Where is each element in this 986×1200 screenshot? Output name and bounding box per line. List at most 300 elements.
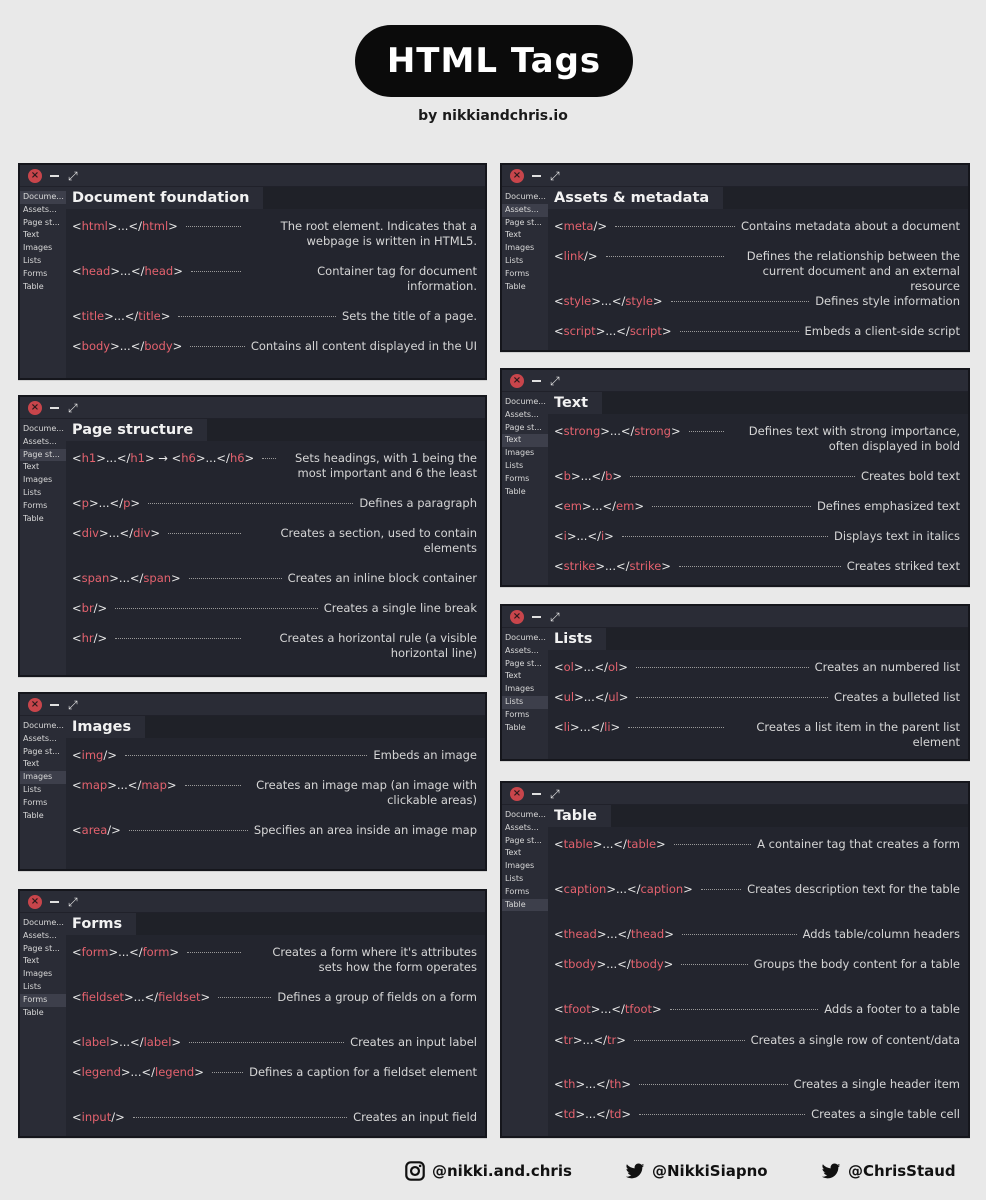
expand-icon[interactable]: ⤢ (550, 168, 560, 183)
expand-icon[interactable]: ⤢ (550, 609, 560, 624)
dotted-leader (187, 952, 241, 953)
sidebar-item[interactable]: Assets... (23, 436, 57, 446)
tag-punctuation: < (554, 1002, 564, 1016)
dotted-leader (185, 785, 241, 786)
close-icon[interactable]: × (510, 787, 524, 801)
tag-punctuation: < (554, 927, 564, 941)
sidebar-item[interactable]: Assets... (502, 204, 548, 217)
tag-description: Creates an input field (353, 1110, 477, 1124)
pane-title-bar (548, 187, 968, 209)
sidebar-item[interactable]: Forms (505, 473, 530, 483)
dotted-leader (681, 964, 747, 965)
window-document (18, 163, 487, 380)
tag-punctuation: < (72, 526, 82, 540)
tag-name: head (81, 264, 111, 278)
tag-punctuation: /> (583, 249, 598, 263)
sidebar-item[interactable]: Docume... (23, 424, 64, 433)
window-titlebar[interactable] (20, 891, 485, 913)
tag-name: ol (563, 660, 574, 674)
tag-punctuation: >...</ (590, 1002, 625, 1016)
tag-name: h6 (181, 451, 196, 465)
tag-punctuation: >...</ (575, 1077, 610, 1091)
sidebar-item[interactable]: Images (23, 475, 53, 485)
sidebar-item[interactable]: Forms (23, 797, 48, 807)
minimize-icon[interactable] (50, 407, 59, 409)
tag-punctuation: /> (93, 601, 108, 615)
tag-name: title (81, 309, 105, 323)
tag-description: Embeds an image (373, 748, 477, 762)
tag-name: img (81, 748, 104, 762)
tag-punctuation: /> (111, 1110, 125, 1124)
tag-description: Creates an numbered list (814, 660, 960, 674)
tag-punctuation: < (72, 219, 82, 233)
window-images (18, 692, 487, 871)
tag-code (554, 720, 620, 735)
tag-name: tr (563, 1033, 573, 1047)
sidebar-item[interactable]: Lists (23, 255, 42, 265)
tag-name: legend (81, 1065, 121, 1079)
page-title: HTML Tags (355, 25, 633, 97)
tag-code (72, 571, 181, 586)
tag-code (554, 294, 663, 309)
tag-name: h6 (229, 451, 245, 465)
tag-row (72, 748, 477, 763)
tag-punctuation: > (604, 529, 614, 543)
tag-punctuation: > (664, 927, 674, 941)
tag-row (554, 1077, 960, 1092)
tag-punctuation: < (554, 720, 564, 734)
window-table (500, 781, 970, 1138)
sidebar-item[interactable]: Images (505, 684, 535, 694)
tag-description: Creates a single header item (793, 1077, 960, 1091)
tag-code (72, 309, 170, 324)
tag-name: script (563, 324, 596, 338)
tag-name: h1 (81, 451, 97, 465)
minimize-icon[interactable] (50, 901, 59, 903)
section-title: Images (66, 716, 145, 738)
tag-punctuation: >...</ (591, 294, 626, 308)
sidebar (502, 392, 548, 585)
dotted-leader (636, 697, 828, 698)
sidebar-item[interactable]: Text (23, 462, 40, 472)
sidebar-item[interactable]: Docume... (505, 633, 546, 642)
tag-punctuation: < (554, 1077, 564, 1091)
tag-punctuation: < (554, 1033, 564, 1047)
sidebar-item[interactable]: Lists (23, 487, 42, 497)
tag-name: thead (563, 927, 597, 941)
sidebar-item[interactable]: Images (505, 243, 535, 253)
tag-description: Creates an input label (350, 1035, 477, 1049)
sidebar-item[interactable]: Assets... (505, 822, 539, 832)
tag-description: Defines style information (815, 294, 960, 308)
dotted-leader (262, 458, 276, 459)
sidebar-item[interactable]: Images (23, 969, 53, 979)
tag-name: li (604, 720, 611, 734)
tag-name: div (81, 526, 99, 540)
dotted-leader (191, 271, 241, 272)
sidebar-item[interactable]: Lists (23, 784, 42, 794)
sidebar-item[interactable]: Forms (23, 268, 48, 278)
tag-name: tbody (563, 957, 597, 971)
tag-punctuation: < (554, 294, 564, 308)
sidebar-item[interactable]: Forms (505, 886, 530, 896)
tag-name: body (144, 339, 173, 353)
pane-title-bar (548, 392, 968, 414)
tag-punctuation: > → < (144, 451, 182, 465)
sidebar-item[interactable]: Table (23, 513, 44, 523)
footer-instagram[interactable] (404, 1158, 572, 1184)
dotted-leader (615, 226, 735, 227)
tag-name: body (81, 339, 111, 353)
sidebar-item[interactable]: Images (505, 448, 535, 458)
window-titlebar[interactable] (502, 606, 968, 628)
tag-row (554, 1107, 960, 1122)
expand-icon[interactable]: ⤢ (68, 168, 78, 183)
tag-name: em (563, 499, 582, 513)
tag-row (554, 324, 960, 339)
tag-row (72, 571, 477, 586)
tag-code (554, 1077, 631, 1092)
tag-row (554, 249, 960, 294)
expand-icon[interactable]: ⤢ (550, 786, 560, 801)
section-title: Table (548, 805, 611, 827)
dotted-leader (129, 830, 248, 831)
tag-punctuation: < (554, 469, 564, 483)
dotted-leader (639, 1114, 805, 1115)
sidebar-item[interactable]: Page st... (505, 835, 542, 845)
byline: by nikkiandchris.io (418, 108, 568, 124)
minimize-icon[interactable] (50, 175, 59, 177)
sidebar-item[interactable]: Page st... (23, 217, 60, 227)
tag-punctuation: >...</ (575, 1107, 610, 1121)
tag-row (72, 219, 477, 249)
tag-row (554, 957, 960, 972)
close-icon[interactable]: × (510, 610, 524, 624)
window-titlebar[interactable] (20, 694, 485, 716)
window-titlebar[interactable] (502, 370, 968, 392)
window-content (548, 628, 968, 759)
tag-name: table (563, 837, 593, 851)
tag-punctuation: < (554, 249, 564, 263)
pane-title-bar (66, 913, 485, 935)
minimize-icon[interactable] (50, 704, 59, 706)
tag-name: p (81, 496, 89, 510)
tag-punctuation: > (200, 990, 211, 1004)
tag-name: thead (631, 927, 665, 941)
tag-punctuation: >...</ (596, 927, 631, 941)
sidebar-item[interactable]: Text (502, 434, 548, 447)
tag-row (72, 264, 477, 294)
tag-punctuation: < (554, 499, 564, 513)
tag-name: span (81, 571, 110, 585)
tag-row (554, 720, 960, 750)
tag-name: fieldset (158, 990, 201, 1004)
tag-name: th (609, 1077, 622, 1091)
tag-punctuation: >...</ (98, 526, 134, 540)
close-icon[interactable]: × (510, 374, 524, 388)
minimize-icon[interactable] (532, 380, 541, 382)
dotted-leader (679, 566, 841, 567)
tag-code (72, 526, 160, 541)
tag-punctuation: < (72, 631, 82, 645)
tag-row (554, 1033, 960, 1048)
tag-punctuation: > (612, 469, 623, 483)
sidebar-item[interactable]: Images (23, 243, 53, 253)
tag-code (554, 882, 693, 897)
sidebar-item[interactable]: Text (505, 230, 522, 240)
tag-name: ol (608, 660, 619, 674)
tag-description: Defines text with strong importance, often displayed in bold (748, 424, 960, 453)
tag-description: Creates striked text (846, 559, 960, 573)
sidebar-item[interactable]: Page st... (505, 422, 542, 432)
tag-description: Creates a single row of content/data (750, 1033, 960, 1047)
tag-description: Creates description text for the table (747, 882, 960, 896)
tag-name: map (81, 778, 108, 792)
tag-punctuation: < (554, 324, 564, 338)
tag-row (554, 690, 960, 705)
sidebar-item[interactable]: Docume... (23, 918, 64, 927)
dotted-leader (125, 755, 368, 756)
tag-description: Adds table/column headers (802, 927, 960, 941)
tag-description: Creates a single line break (323, 601, 477, 615)
tag-row (72, 339, 477, 354)
tag-row (554, 1002, 960, 1017)
tag-code (72, 778, 177, 793)
sidebar-item[interactable]: Text (23, 230, 40, 240)
tag-description: Embeds a client-side script (804, 324, 960, 338)
tag-punctuation: < (554, 529, 564, 543)
close-icon[interactable]: × (28, 169, 42, 183)
pane-title-bar (548, 805, 968, 827)
tag-punctuation: >...</ (595, 559, 630, 573)
sidebar-item[interactable]: Page st... (505, 217, 542, 227)
tag-row (72, 309, 477, 324)
expand-icon[interactable]: ⤢ (68, 894, 78, 909)
sidebar-item[interactable]: Assets... (23, 930, 57, 940)
tag-punctuation: > (661, 559, 671, 573)
tag-punctuation: < (72, 1065, 82, 1079)
tag-punctuation: < (72, 571, 82, 585)
tag-code (554, 660, 628, 675)
sidebar-item[interactable]: Lists (505, 873, 524, 883)
sidebar-item[interactable]: Page st... (20, 449, 66, 462)
window-text (500, 368, 970, 587)
twitter-handle-nikki: @NikkiSiapno (652, 1162, 768, 1180)
tag-name: link (563, 249, 584, 263)
pane-title-bar (66, 716, 485, 738)
sidebar-item[interactable]: Table (23, 810, 44, 820)
dotted-leader (670, 1009, 819, 1010)
section-title: Document foundation (66, 187, 263, 209)
sidebar-item[interactable]: Docume... (505, 810, 546, 819)
tag-code (554, 1002, 662, 1017)
pane-title-bar (548, 628, 968, 650)
sidebar-item[interactable]: Table (23, 281, 44, 291)
tag-punctuation: > (173, 264, 183, 278)
tag-description: Creates bold text (860, 469, 960, 483)
sidebar-item[interactable]: Page st... (505, 658, 542, 668)
sidebar-item[interactable]: Images (505, 861, 535, 871)
window-titlebar[interactable] (502, 165, 968, 187)
sidebar-item[interactable]: Forms (505, 709, 530, 719)
tag-punctuation: >...</ (120, 1065, 155, 1079)
sidebar-item[interactable]: Forms (20, 994, 66, 1007)
tag-punctuation: < (72, 823, 82, 837)
tag-punctuation: < (72, 748, 82, 762)
sidebar-item[interactable]: Lists (505, 460, 524, 470)
sidebar-item[interactable]: Docume... (23, 721, 64, 730)
window-titlebar[interactable] (502, 783, 968, 805)
tag-punctuation: >...</ (600, 424, 635, 438)
twitter-handle-chris: @ChrisStaud (848, 1162, 956, 1180)
close-icon[interactable]: × (28, 895, 42, 909)
sidebar-item[interactable]: Lists (502, 696, 548, 709)
close-icon[interactable]: × (510, 169, 524, 183)
tag-code (72, 945, 179, 960)
tag-description: Defines a group of fields on a form (277, 990, 477, 1004)
tag-punctuation: < (72, 496, 82, 510)
tag-punctuation: < (72, 1110, 82, 1124)
sidebar-item[interactable]: Assets... (505, 409, 539, 419)
tag-code (554, 559, 671, 574)
tag-name: label (143, 1035, 172, 1049)
tag-punctuation: >...</ (96, 451, 131, 465)
tag-row (554, 559, 960, 574)
dotted-leader (190, 346, 245, 347)
tag-name: tfoot (563, 1002, 591, 1016)
minimize-icon[interactable] (532, 616, 541, 618)
tag-punctuation: >...</ (108, 945, 143, 959)
sidebar-item[interactable]: Docume... (505, 192, 546, 201)
tag-punctuation: > (663, 957, 674, 971)
sidebar-item[interactable]: Forms (23, 500, 48, 510)
close-icon[interactable]: × (28, 698, 42, 712)
window-titlebar[interactable] (20, 165, 485, 187)
tag-punctuation: > (661, 324, 672, 338)
tag-name: map (141, 778, 167, 792)
tag-code (72, 990, 210, 1005)
tag-row (72, 778, 477, 808)
tag-description: Creates a single table cell (811, 1107, 960, 1121)
tag-name: div (133, 526, 151, 540)
tag-name: ul (563, 690, 575, 704)
tag-punctuation: > (621, 1107, 632, 1121)
window-titlebar[interactable] (20, 397, 485, 419)
tag-code (554, 837, 666, 852)
tag-punctuation: >...</ (573, 660, 608, 674)
expand-icon[interactable]: ⤢ (550, 373, 560, 388)
sidebar-item[interactable]: Page st... (23, 746, 60, 756)
window-page-structure (18, 395, 487, 677)
tag-code (554, 499, 644, 514)
sidebar-item[interactable]: Assets... (505, 645, 539, 655)
tag-punctuation: < (72, 309, 82, 323)
tag-punctuation: >...</ (88, 496, 124, 510)
tag-code (72, 1035, 181, 1050)
tag-name: form (142, 945, 170, 959)
section-title: Page structure (66, 419, 207, 441)
sidebar-item[interactable]: Assets... (23, 204, 57, 214)
sidebar-item[interactable]: Table (505, 281, 526, 291)
tag-punctuation: >...</ (596, 957, 631, 971)
tag-punctuation: >...</ (109, 571, 144, 585)
sidebar-item[interactable]: Table (502, 899, 548, 912)
sidebar-item[interactable]: Text (23, 956, 40, 966)
sidebar-item[interactable]: Images (20, 771, 66, 784)
pane-title-bar (66, 187, 485, 209)
tag-punctuation: > (171, 1035, 182, 1049)
sidebar-item[interactable]: Table (505, 486, 526, 496)
tag-name: input (81, 1110, 112, 1124)
sidebar-item[interactable]: Lists (505, 255, 524, 265)
tag-name: strong (563, 424, 601, 438)
tag-name: title (138, 309, 161, 323)
tag-punctuation: < (554, 424, 564, 438)
minimize-icon[interactable] (532, 175, 541, 177)
sidebar-item[interactable]: Text (23, 759, 40, 769)
tag-code (72, 219, 178, 234)
tag-punctuation: > (244, 451, 255, 465)
tag-code (72, 1065, 204, 1080)
sidebar-item[interactable]: Docume... (20, 191, 66, 204)
tag-punctuation: >...</ (606, 882, 641, 896)
tag-punctuation: < (554, 559, 564, 573)
dotted-leader (671, 301, 810, 302)
tag-punctuation: < (72, 339, 82, 353)
sidebar-item[interactable]: Text (505, 848, 522, 858)
tag-description: A container tag that creates a form (757, 837, 960, 851)
tag-code (554, 927, 674, 942)
tag-description: Contains metadata about a document (741, 219, 960, 233)
tag-name: caption (640, 882, 684, 896)
minimize-icon[interactable] (532, 793, 541, 795)
tag-row (72, 496, 477, 511)
dotted-leader (652, 506, 811, 507)
sidebar-item[interactable]: Page st... (23, 943, 60, 953)
sidebar (20, 419, 66, 675)
tag-description: Creates a horizontal rule (a visible horizontal line) (279, 631, 477, 660)
tag-punctuation: >...</ (572, 1033, 608, 1047)
tag-row (72, 526, 477, 556)
sidebar-item[interactable]: Lists (23, 981, 42, 991)
tag-punctuation: > (169, 945, 180, 959)
footer-twitter-chris[interactable] (820, 1158, 956, 1184)
sidebar-item[interactable]: Docume... (505, 397, 546, 406)
tag-description: Creates a section, used to contain elements (280, 526, 477, 555)
sidebar-item[interactable]: Text (505, 671, 522, 681)
close-icon[interactable]: × (28, 401, 42, 415)
tag-punctuation: < (554, 1107, 564, 1121)
dotted-leader (189, 578, 282, 579)
expand-icon[interactable]: ⤢ (68, 697, 78, 712)
sidebar-item[interactable]: Table (505, 722, 526, 732)
tag-punctuation: < (554, 882, 564, 896)
tag-row (72, 1035, 477, 1050)
tag-name: label (81, 1035, 110, 1049)
tag-description: Contains all content displayed in the UI (250, 339, 477, 353)
tag-code (554, 690, 628, 705)
tag-name: b (605, 469, 613, 483)
sidebar-item[interactable]: Forms (505, 268, 530, 278)
sidebar-item[interactable]: Assets... (23, 733, 57, 743)
tag-punctuation: > (150, 526, 161, 540)
tag-name: strike (563, 559, 596, 573)
tag-name: style (625, 294, 653, 308)
tag-punctuation: > (683, 882, 693, 896)
footer-twitter-nikki[interactable] (624, 1158, 768, 1184)
sidebar-item[interactable]: Table (23, 1007, 44, 1017)
expand-icon[interactable]: ⤢ (68, 400, 78, 415)
